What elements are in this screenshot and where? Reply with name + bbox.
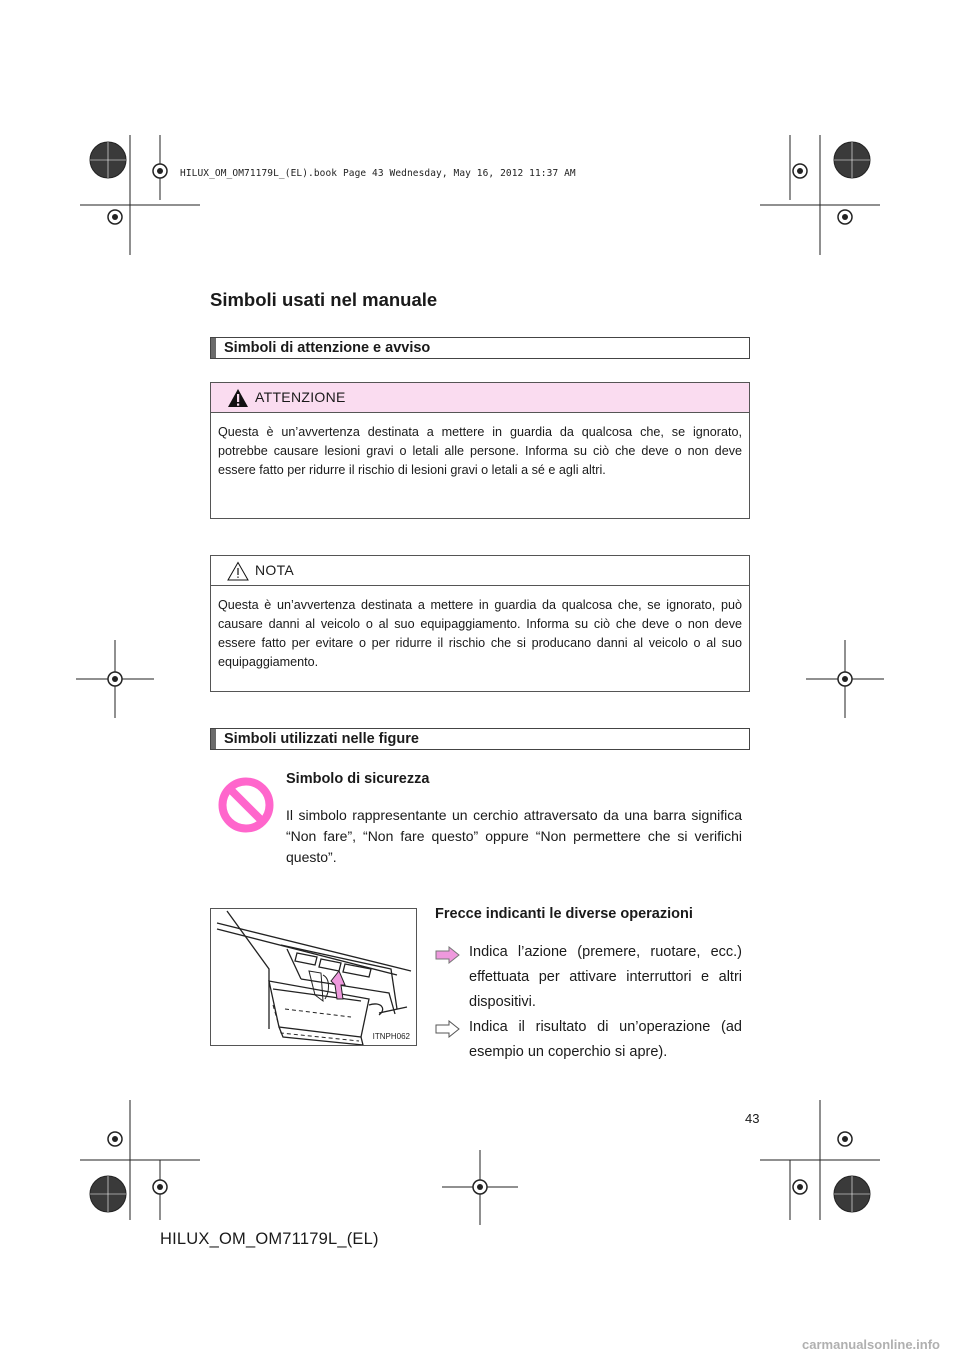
result-arrow-text: Indica il risultato di un’operazione (ad esempio un coperchio si apre). [469,1019,742,1060]
safety-symbol-text: Il simbolo rappresentante un cerchio attraversato da una barra significa “Non fare”, “Non fare questo” oppure “Non permettere che si verifichi questo”. [286,807,742,865]
notice-text: Questa è un’avvertenza destinata a mettere in guardia da qualcosa che, se ignorato, può causare danni al veicolo o al suo equipaggiamento. Informa su ciò che deve o non deve essere fatto per evitare o per ridurre il rischio che si producano danni al veicolo o al suo equipaggiamento. [218,598,742,669]
section-heading-bar [211,338,216,358]
result-arrow-icon [435,1020,461,1038]
section-heading-text: Simboli di attenzione e avviso [224,340,431,356]
notice-header [211,556,749,586]
notice-box [210,555,750,692]
figure-code: ITNPH062 [372,1032,410,1041]
caution-text: Questa è un’avvertenza destinata a mettere in guardia da qualcosa che, se ignorato, potrebbe causare lesioni gravi o letali alle persone. Informa su ciò che deve o non deve essere fatto per ridurre il rischio di lesioni gravi o letali a sé e agli altri. [218,425,742,477]
arrows-title: Frecce indicanti le diverse operazioni [435,906,693,922]
watermark: carmanualsonline.info [802,1337,940,1352]
overhead-console-illustration [211,909,417,1046]
page-number: 43 [745,1111,760,1126]
section-heading-figure-symbols [210,728,750,750]
action-arrow-icon [435,946,461,964]
caution-label: ATTENZIONE [255,389,346,405]
section-heading-text: Simboli utilizzati nelle figure [224,731,419,747]
safety-symbol-title: Simbolo di sicurezza [286,771,430,787]
page-title: Simboli usati nel manuale [210,289,438,310]
book-info-line: HILUX_OM_OM71179L_(EL).book Page 43 Wednesday, May 16, 2012 11:37 AM [180,168,576,179]
section-heading-warning-symbols [210,337,750,359]
warning-triangle-icon [227,388,249,408]
action-arrow-text: Indica l’azione (premere, ruotare, ecc.) effettuata per attivare interruttori e altri dispositivi. [469,944,742,1010]
notice-label: NOTA [255,562,295,578]
caution-header [211,383,749,413]
illustration-figure [210,908,417,1046]
notice-triangle-icon [227,561,249,581]
document-id: HILUX_OM_OM71179L_(EL) [160,1230,379,1248]
section-heading-bar [211,729,216,749]
caution-box [210,382,750,519]
prohibition-icon [218,777,274,833]
